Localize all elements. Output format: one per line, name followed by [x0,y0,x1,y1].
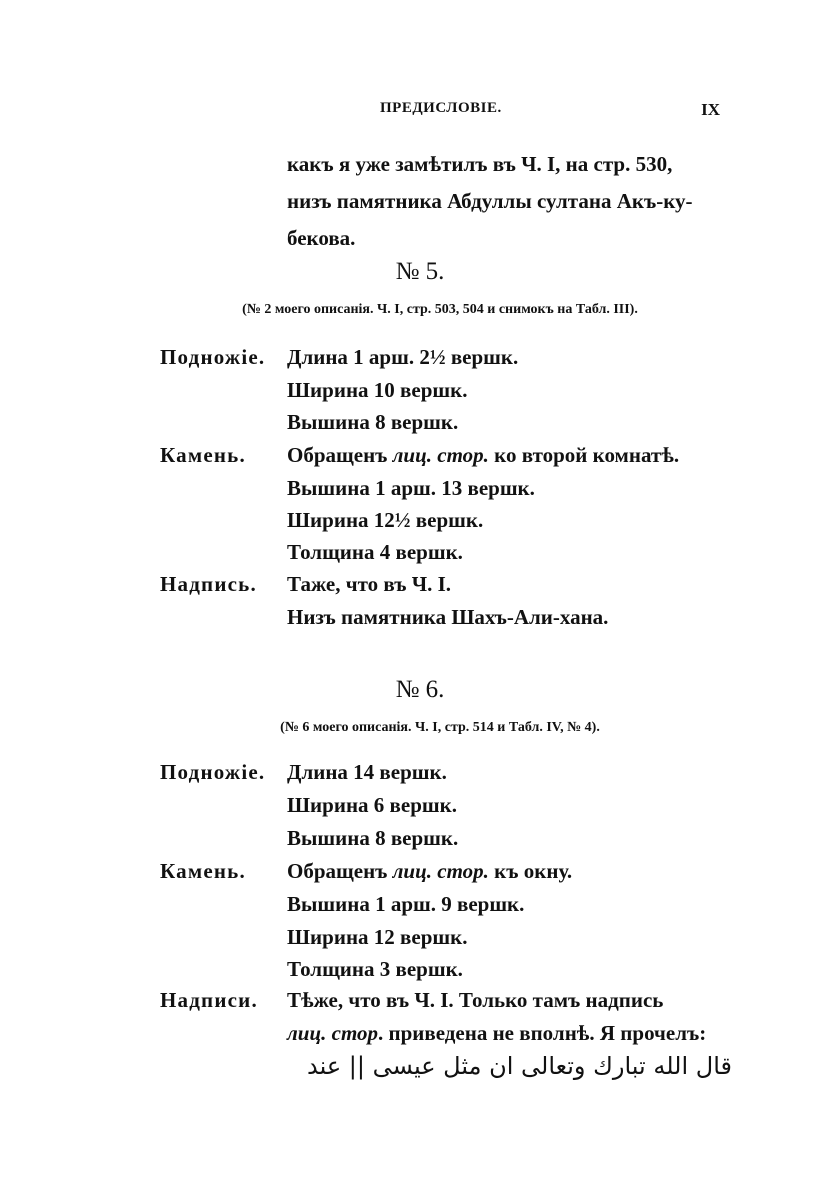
section-5-reference: (№ 2 моего описанія. Ч. I, стр. 503, 504 и снимокъ на Табл. III). [242,302,638,317]
row-value: Вышина 1 арш. 13 вершк. [287,476,535,500]
section-5-row [160,572,740,604]
section-6-reference: (№ 6 моего описанія. Ч. I, стр. 514 и Табл. IV, № 4). [280,720,600,735]
section-6-row [160,793,740,825]
row-value: Толщина 4 вершк. [287,540,463,564]
row-label: Подножіе. [160,760,266,784]
row-value: Длина 1 арш. 2½ вершк. [287,345,519,369]
section-5-row [160,605,740,637]
section-5-row [160,345,740,377]
italic-abbrev: лиц. стор [287,1021,379,1045]
page-header [160,100,720,124]
value-text: къ окну. [488,859,573,883]
page-number: IX [701,100,720,119]
row-value [287,859,572,884]
italic-abbrev: лиц. стор. [392,443,489,467]
row-value: Ширина 12 вершк. [287,925,468,949]
section-5-row [160,508,740,540]
running-title: ПРЕДИСЛОВІЕ. [380,100,502,116]
row-label: Камень. [160,859,246,883]
section-6-heading: № 6. [395,676,445,703]
intro-paragraph [287,146,727,257]
value-text: . приведена не вполнѣ. Я прочелъ: [378,1021,707,1045]
row-value: Толщина 3 вершк. [287,957,463,981]
section-6-row [160,1021,740,1053]
section-6-row [160,925,740,957]
section-5-row [160,476,740,508]
row-value [287,1021,706,1046]
row-label: Камень. [160,443,246,467]
row-value: Вышина 8 вершк. [287,826,459,850]
section-6-row [160,988,740,1020]
section-6-row [160,826,740,858]
intro-line: низъ памятника Абдуллы султана Акъ-ку- [287,189,693,213]
row-value [287,443,679,468]
row-value: Низъ памятника Шахъ-Али-хана. [287,605,609,629]
section-5-heading: № 5. [395,258,445,285]
row-value: Вышина 8 вершк. [287,410,459,434]
italic-abbrev: лиц. стор. [392,859,489,883]
section-5-row [160,443,740,475]
section-6-row [160,859,740,891]
arabic-inscription: قال الله تبارك وتعالى ان مثل عيسى || عند [306,1052,732,1080]
row-value: Тѣже, что въ Ч. I. Только тамъ надпись [287,988,664,1012]
value-text: Обращенъ [287,443,393,467]
section-5-row [160,410,740,442]
row-label: Подножіе. [160,345,266,369]
section-6-row [160,957,740,989]
section-6-row [160,760,740,792]
section-5-row [160,540,740,572]
row-value: Ширина 12½ вершк. [287,508,484,532]
row-label: Надпись. [160,572,257,596]
intro-line: какъ я уже замѣтилъ въ Ч. I, на стр. 530, [287,152,673,176]
value-text: Обращенъ [287,859,393,883]
section-5-row [160,378,740,410]
row-value: Ширина 6 вершк. [287,793,457,817]
row-label: Надписи. [160,988,258,1012]
section-6-row [160,892,740,924]
value-text: ко второй комнатѣ. [488,443,680,467]
row-value: Длина 14 вершк. [287,760,447,784]
intro-line: бекова. [287,226,356,250]
row-value: Ширина 10 вершк. [287,378,468,402]
row-value: Таже, что въ Ч. I. [287,572,452,596]
row-value: Вышина 1 арш. 9 вершк. [287,892,525,916]
